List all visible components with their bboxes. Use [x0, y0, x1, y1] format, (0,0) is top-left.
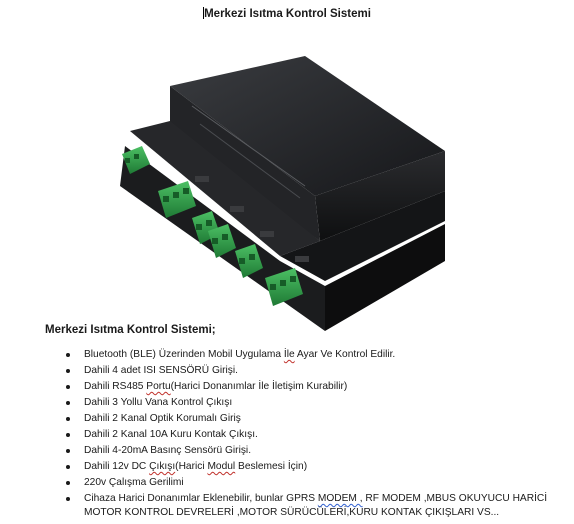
section-heading: Merkezi Isıtma Kontrol Sistemi;: [45, 324, 216, 336]
list-item: Dahili 2 Kanal Optik Korumalı Giriş: [66, 411, 566, 427]
list-item: Cihaza Harici Donanımlar Eklenebilir, bunlar GPRS MODEM , RF MODEM ,MBUS OKUYUCU HARİCİ MOTOR KONTROL DEVRELERİ ,MOTOR SÜRÜCÜLERİ,KURU KONTAK ÇIKIŞLARI VS...: [66, 491, 566, 520]
feature-list: [66, 347, 566, 520]
list-item: Dahili 3 Yollu Vana Kontrol Çıkışı: [66, 395, 566, 411]
list-item: Bluetooth (BLE) Üzerinden Mobil Uygulama İle Ayar Ve Kontrol Edilir.: [66, 347, 566, 363]
list-item: Dahili 4-20mA Basınç Sensörü Girişi.: [66, 443, 566, 459]
list-item: 220v Çalışma Gerilimi: [66, 475, 566, 491]
port-label: [295, 256, 309, 262]
product-photo: [100, 46, 460, 346]
port-label: [195, 176, 209, 182]
document-title: Merkezi Isıtma Kontrol Sistemi: [204, 8, 371, 20]
port-label: [230, 206, 244, 212]
list-item: Dahili RS485 Portu(Harici Donanımlar İle İletişim Kurabilir): [66, 379, 566, 395]
list-item: Dahili 12v DC Çıkışı(Harici Modul Beslemesi İçin): [66, 459, 566, 475]
list-item: Dahili 2 Kanal 10A Kuru Kontak Çıkışı.: [66, 427, 566, 443]
list-item: Dahili 4 adet ISI SENSÖRÜ Girişi.: [66, 363, 566, 379]
port-label: [260, 231, 274, 237]
